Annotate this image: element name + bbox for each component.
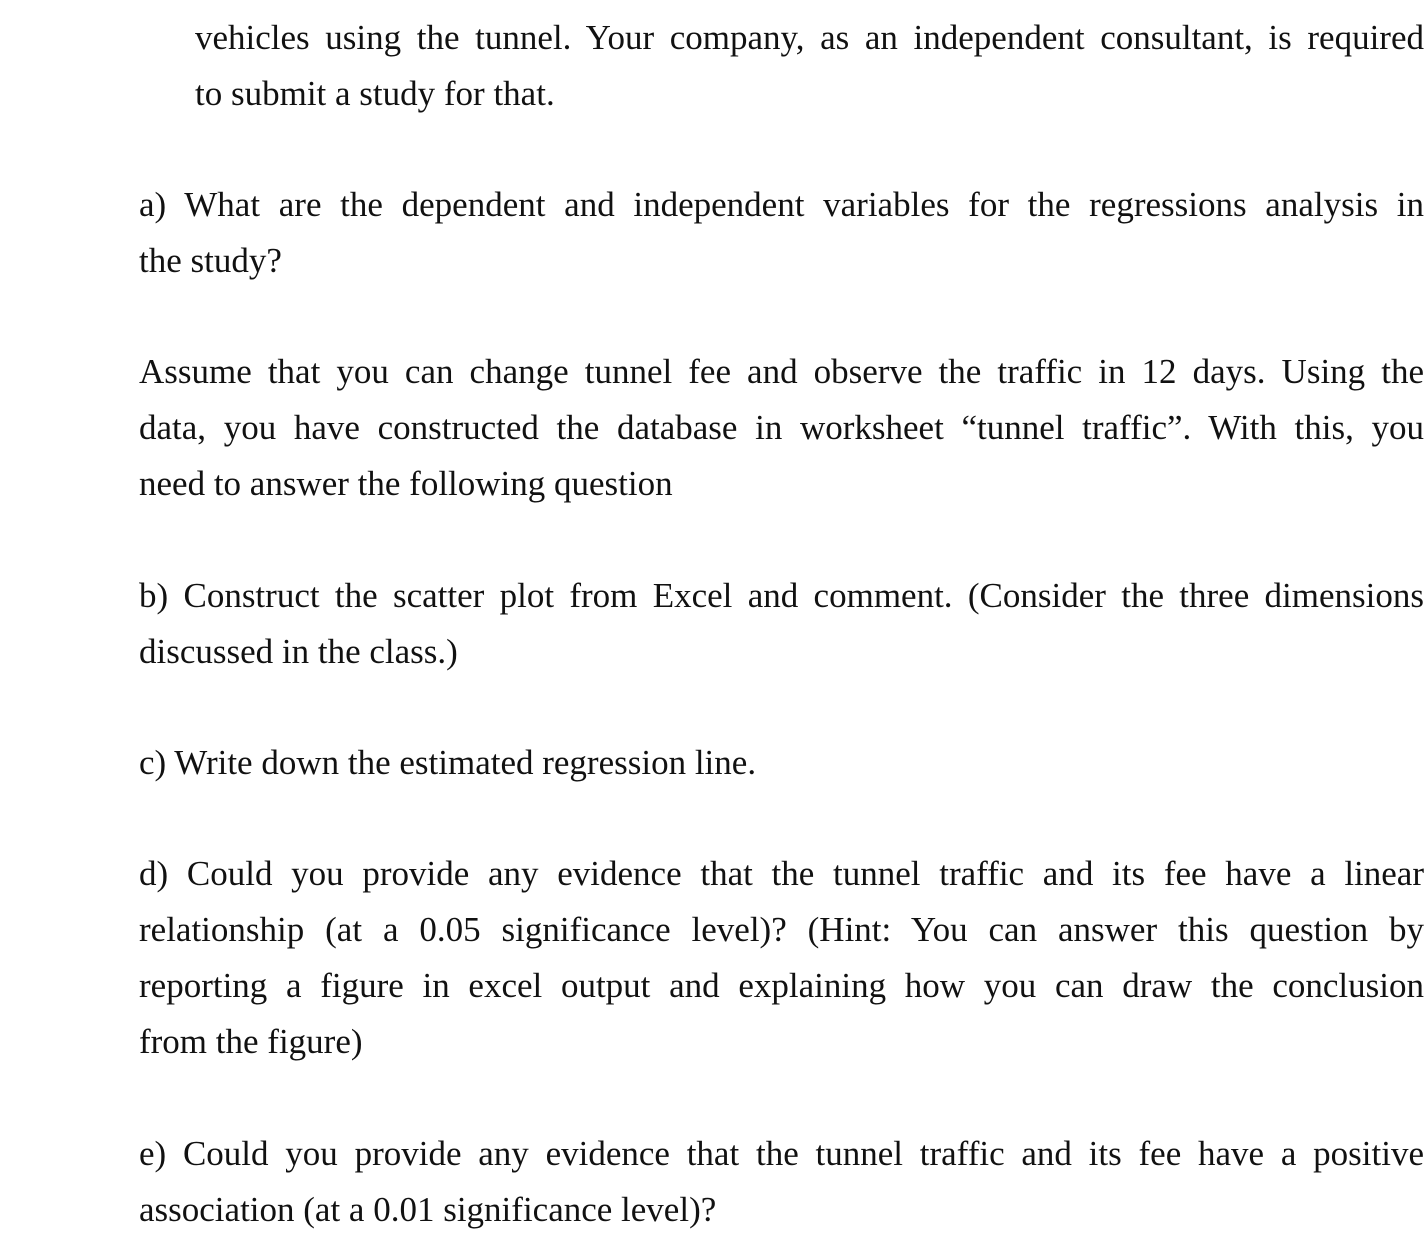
assumption-line-2: data, you have constructed the database in worksheet “tunnel traffic”. With this, you (139, 408, 1424, 447)
intro-line-2: to submit a study for that. (195, 74, 555, 113)
question-e-line-1: e) Could you provide any evidence that the tunnel traffic and its fee have a positive (139, 1134, 1424, 1173)
question-b-line-1: b) Construct the scatter plot from Excel and comment. (Consider the three dimensions (139, 576, 1424, 615)
question-b-line-2: discussed in the class.) (139, 632, 458, 671)
question-d-line-3: reporting a figure in excel output and explaining how you can draw the conclusion (139, 966, 1424, 1005)
assumption-line-3: need to answer the following question (139, 464, 673, 503)
question-a-line-1: a) What are the dependent and independent variables for the regressions analysis in (139, 185, 1424, 224)
question-a-line-2: the study? (139, 241, 282, 280)
question-d-line-4: from the figure) (139, 1022, 363, 1061)
question-d-line-1: d) Could you provide any evidence that the tunnel traffic and its fee have a linear (139, 854, 1424, 893)
assumption-line-1: Assume that you can change tunnel fee and observe the traffic in 12 days. Using the (139, 352, 1424, 391)
intro-line-1: vehicles using the tunnel. Your company, as an independent consultant, is required (195, 18, 1424, 57)
question-d-line-2: relationship (at a 0.05 significance level)? (Hint: You can answer this question by (139, 910, 1424, 949)
question-b (139, 568, 1424, 680)
question-c-line-1: c) Write down the estimated regression line. (139, 743, 757, 782)
question-a (139, 177, 1424, 289)
question-c (139, 735, 1424, 791)
assumption-paragraph (139, 344, 1424, 512)
intro-paragraph (195, 10, 1424, 122)
question-e (139, 1126, 1424, 1238)
question-e-line-2: association (at a 0.01 significance level)? (139, 1190, 717, 1229)
question-d (139, 846, 1424, 1070)
